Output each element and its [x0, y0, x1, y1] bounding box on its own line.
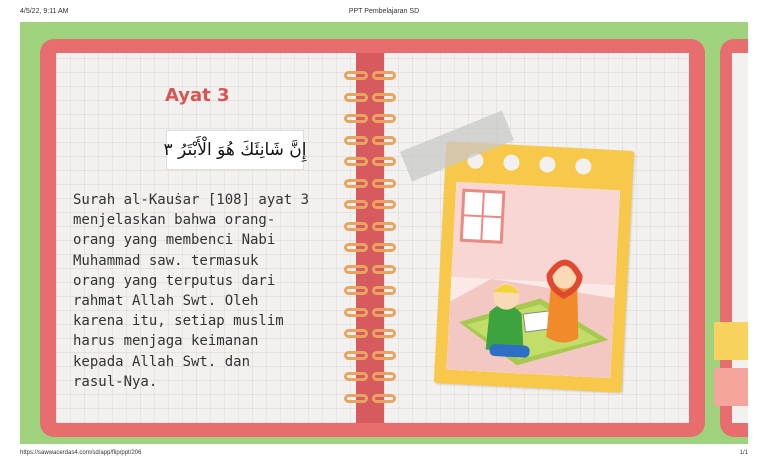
binding-ring: [372, 222, 396, 231]
photo-card: [434, 141, 634, 393]
print-header: [0, 0, 768, 20]
binding-ring: [344, 265, 368, 274]
explanation-text: Surah al-Kauṡar [108] ayat 3 menjelaskan bahwa orang- orang yang membenci Nabi Muhammad saw. termasuk orang yang terputus dari rahmat Allah Swt. Oleh karena itu, setiap muslim harus menjaga keimanan kepada Allah Swt. dan rasul-Nya.: [73, 192, 310, 390]
yellow-tab[interactable]: [714, 322, 748, 360]
notebook-spine: [356, 53, 384, 423]
card-hole: [503, 154, 520, 171]
binding-ring: [344, 351, 368, 360]
binding-ring: [344, 329, 368, 338]
binding-ring: [344, 179, 368, 188]
binding-ring: [372, 179, 396, 188]
binding-ring: [344, 71, 368, 80]
binding-ring: [372, 394, 396, 403]
binding-ring: [372, 157, 396, 166]
binding-ring: [372, 351, 396, 360]
binding-ring: [372, 308, 396, 317]
print-date: 4/5/22, 9:11 AM: [20, 8, 69, 15]
binding-ring: [344, 308, 368, 317]
binding-ring: [372, 265, 396, 274]
binding-ring: [372, 93, 396, 102]
card-hole: [575, 158, 592, 175]
print-footer: [0, 448, 768, 464]
slide: [20, 22, 748, 444]
binding-ring: [372, 136, 396, 145]
binding-ring: [344, 114, 368, 123]
binding-ring: [344, 243, 368, 252]
binding-ring: [344, 136, 368, 145]
binding-ring: [372, 329, 396, 338]
binding-ring: [372, 286, 396, 295]
binding-ring: [372, 372, 396, 381]
print-url: https://sawwacerdas4.com/sd/app/flip/ppt/206: [20, 450, 142, 456]
page-title: Ayat 3: [165, 85, 230, 106]
card-hole: [539, 156, 556, 173]
binding-ring: [344, 222, 368, 231]
binding-ring: [344, 394, 368, 403]
print-title: PPT Pembelajaran SD: [348, 8, 420, 15]
binding-ring: [344, 93, 368, 102]
binding-ring: [372, 71, 396, 80]
binding-ring: [344, 286, 368, 295]
children-studying-illustration: [447, 182, 621, 378]
illustration-svg: [447, 182, 621, 378]
binding-ring: [372, 114, 396, 123]
binding-ring: [344, 200, 368, 209]
binding-ring: [372, 243, 396, 252]
arabic-verse-box: [163, 130, 307, 170]
arabic-verse: إِنَّ شَانِئَكَ هُوَ الْأَبْتَرُ ٣: [163, 140, 307, 160]
print-page-count: 1/1: [739, 450, 748, 456]
pink-tab[interactable]: [714, 368, 748, 406]
binding-ring: [372, 200, 396, 209]
binding-ring: [344, 372, 368, 381]
binding-ring: [344, 157, 368, 166]
